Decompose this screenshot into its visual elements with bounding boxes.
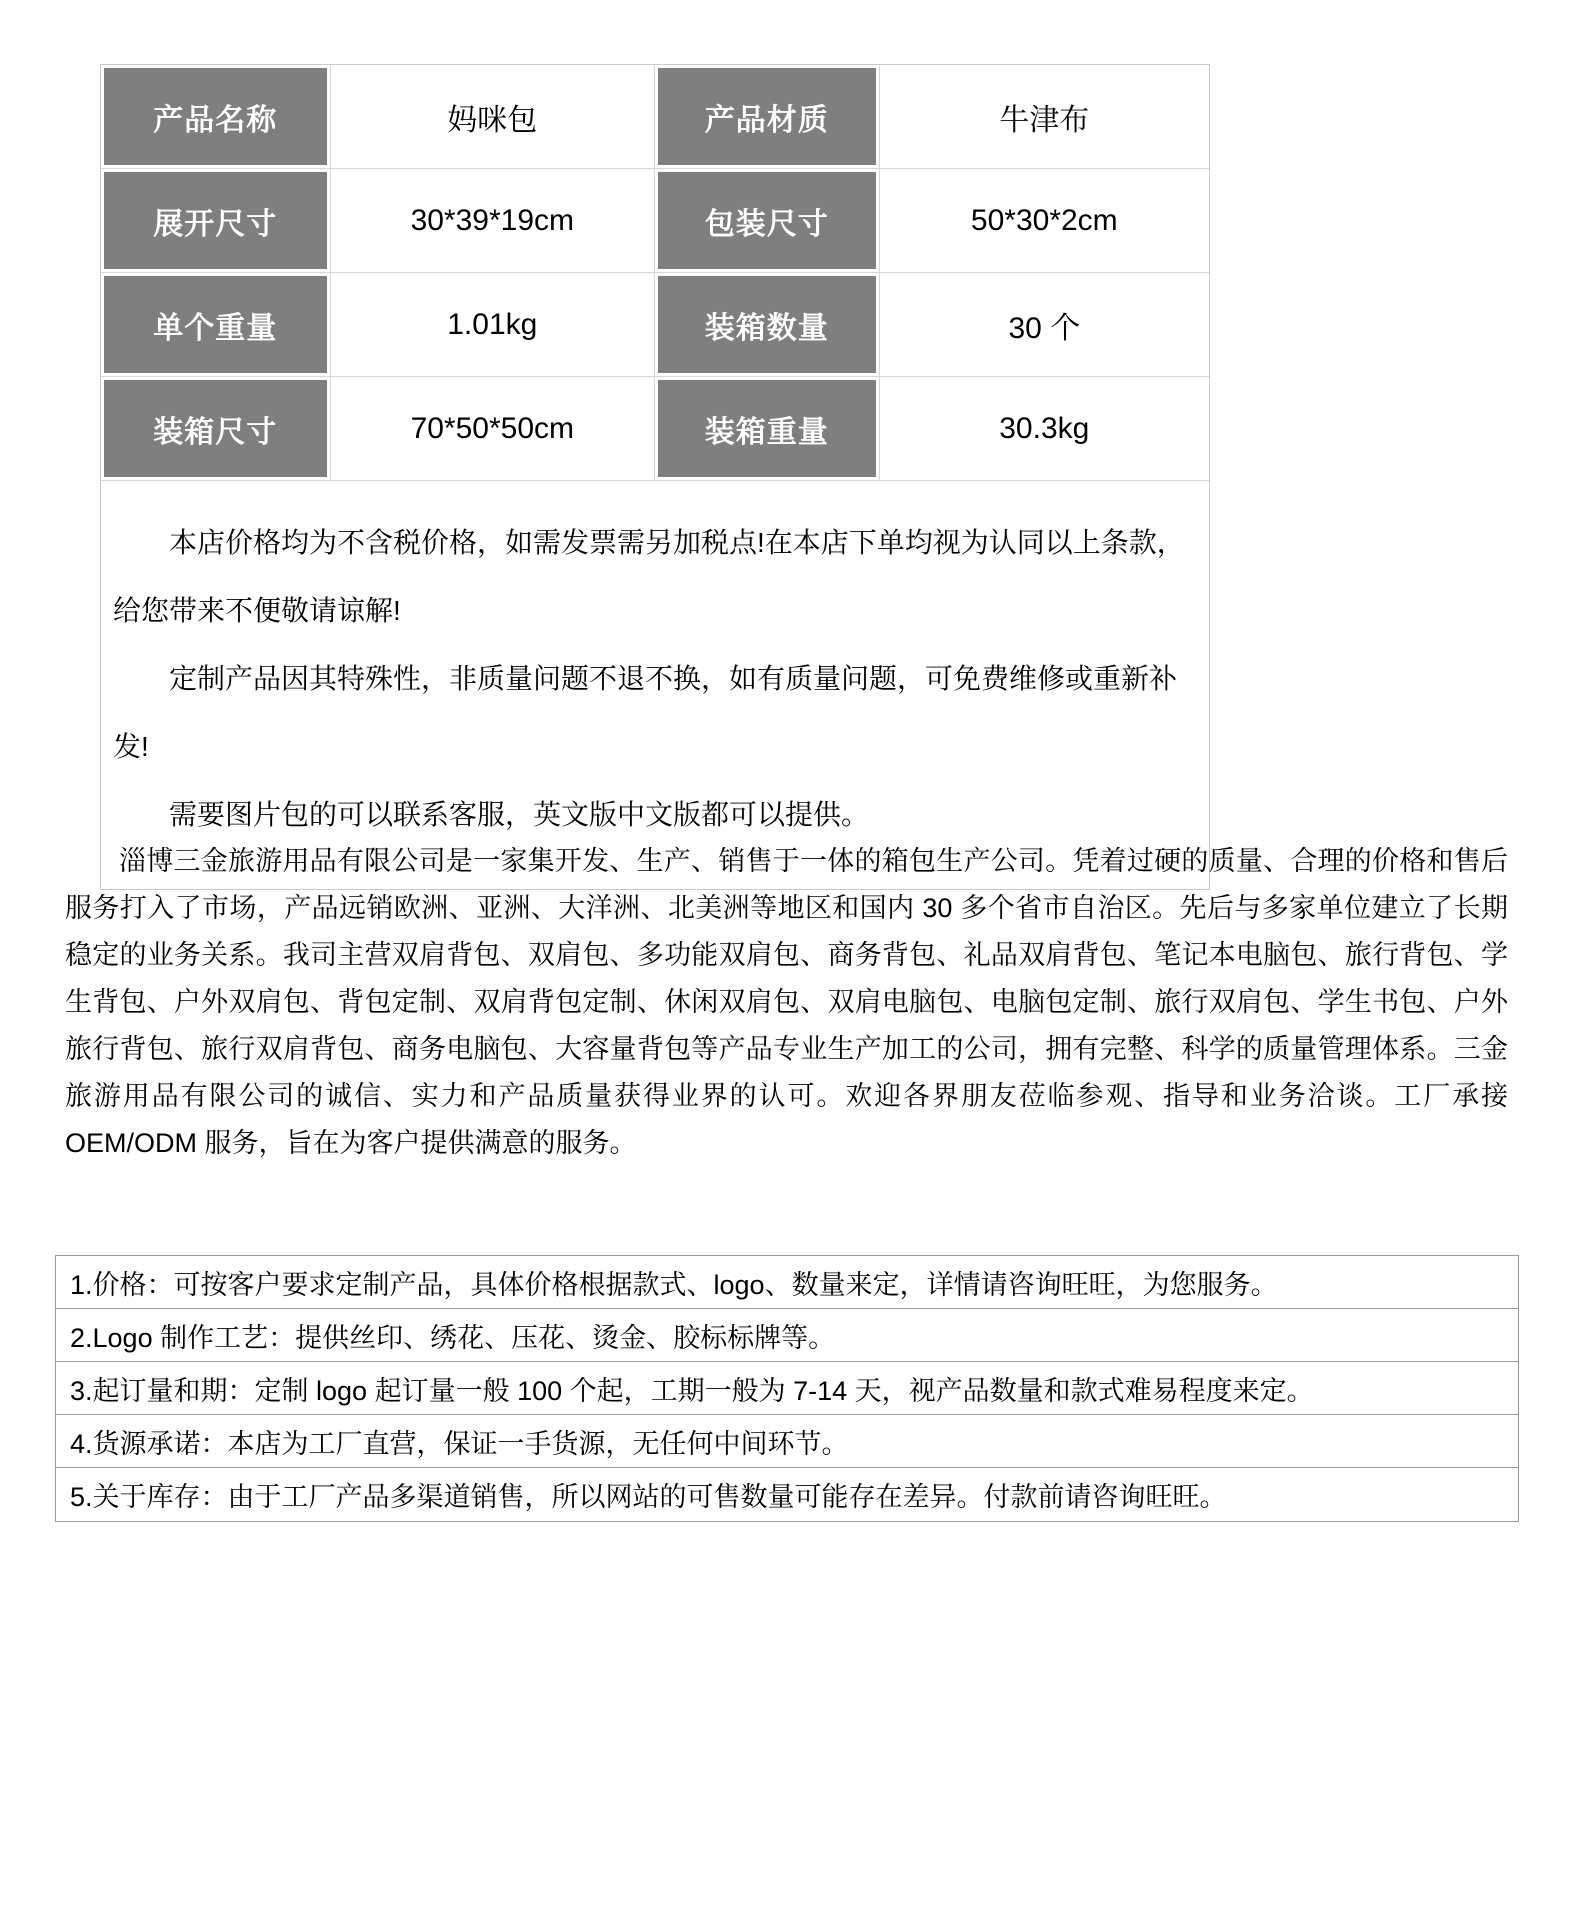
spec-label-text: 单个重量 [104, 276, 327, 373]
company-intro-paragraph: 淄博三金旅游用品有限公司是一家集开发、生产、销售于一体的箱包生产公司。凭着过硬的质量、合理的价格和售后服务打入了市场，产品远销欧洲、亚洲、大洋洲、北美洲等地区和国内 30 多个省市自治区。先后与多家单位建立了长期稳定的业务关系。我司主营双肩背包、双肩包、多功能双肩包、商务背包、礼品双肩背包、笔记本电脑包、旅行背包、学生背包、户外双肩包、背包定制、双肩背包定制、休闲双肩包、双肩电脑包、电脑包定制、旅行双肩包、学生书包、户外旅行背包、旅行双肩背包、商务电脑包、大容量背包等产品专业生产加工的公司，拥有完整、科学的质量管理体系。三金旅游用品有限公司的诚信、实力和产品质量获得业界的认可。欢迎各界朋友莅临参观、指导和业务洽谈。工厂承接 OEM/ODM 服务，旨在为客户提供满意的服务。 [65, 846, 1508, 1158]
spec-value-unfolded-size: 30*39*19cm [331, 169, 655, 273]
policy-item-stock: 5.关于库存：由于工厂产品多渠道销售，所以网站的可售数量可能存在差异。付款前请咨询旺旺。 [70, 1482, 1227, 1512]
policy-item-logo-craft: 2.Logo 制作工艺：提供丝印、绣花、压花、烫金、胶标标牌等。 [56, 1309, 1518, 1362]
spec-value-carton-quantity: 30 个 [880, 273, 1209, 377]
note-paragraph-custom-return: 定制产品因其特殊性，非质量问题不退不换，如有质量问题，可免费维修或重新补发! [113, 663, 1178, 762]
policy-item-supply-promise: 4.货源承诺：本店为工厂直营，保证一手货源，无任何中间环节。 [56, 1415, 1518, 1468]
policy-item-moq-leadtime: 3.起订量和期：定制 logo 起订量一般 100 个起，工期一般为 7-14 天，视产品数量和款式难易程度来定。 [56, 1362, 1518, 1415]
spec-label-package-size [655, 169, 880, 273]
spec-label-text: 产品材质 [658, 68, 876, 165]
spec-label-product-name [101, 65, 331, 169]
spec-label-unfolded-size [101, 169, 331, 273]
spec-label-text: 装箱数量 [658, 276, 876, 373]
spec-value-product-name: 妈咪包 [331, 65, 655, 169]
spec-value-unit-weight: 1.01kg [331, 273, 655, 377]
spec-value-carton-size: 70*50*50cm [331, 377, 655, 481]
policy-list [55, 1255, 1519, 1522]
spec-label-text: 产品名称 [104, 68, 327, 165]
policy-item-price: 1.价格：可按客户要求定制产品，具体价格根据款式、logo、数量来定，详情请咨询旺旺，为您服务。 [56, 1256, 1518, 1309]
spec-label-unit-weight [101, 273, 331, 377]
spec-label-text: 装箱重量 [658, 380, 876, 477]
spec-label-text: 装箱尺寸 [104, 380, 327, 477]
spec-label-carton-size [101, 377, 331, 481]
spec-and-notes-box [100, 64, 1210, 890]
note-paragraph-picture-pack: 需要图片包的可以联系客服，英文版中文版都可以提供。 [169, 799, 870, 830]
spec-label-text: 展开尺寸 [104, 172, 327, 269]
spec-value-carton-weight: 30.3kg [880, 377, 1209, 481]
store-notes-section [101, 481, 1209, 889]
spec-label-material [655, 65, 880, 169]
spec-value-material: 牛津布 [880, 65, 1209, 169]
spec-label-carton-weight [655, 377, 880, 481]
spec-label-text: 包装尺寸 [658, 172, 876, 269]
note-paragraph-tax: 本店价格均为不含税价格，如需发票需另加税点!在本店下单均视为认同以上条款，给您带来不便敬请谅解! [113, 527, 1185, 626]
spec-label-carton-quantity [655, 273, 880, 377]
spec-table [101, 65, 1209, 481]
spec-value-package-size: 50*30*2cm [880, 169, 1209, 273]
